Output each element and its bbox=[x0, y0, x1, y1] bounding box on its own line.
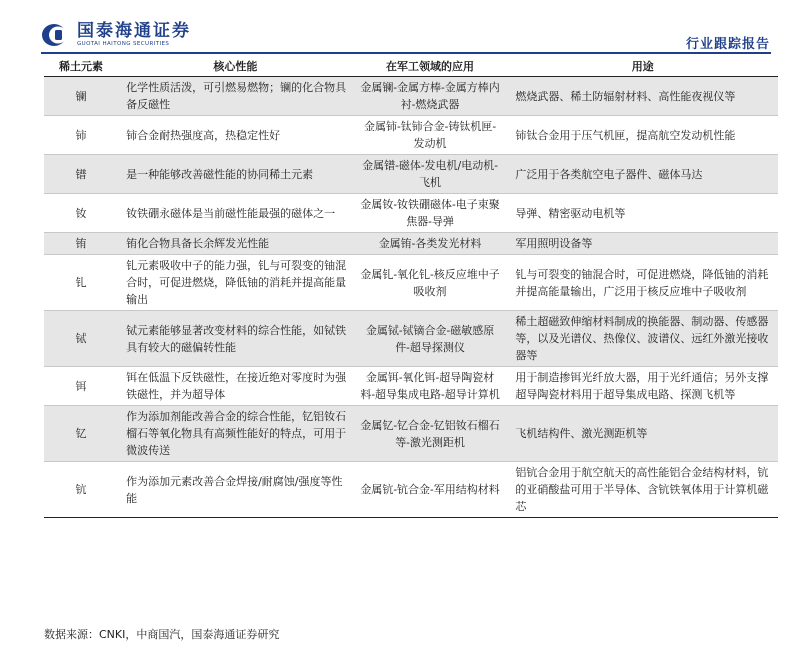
cell-performance: 铕化合物具备长余辉发光性能 bbox=[118, 233, 353, 255]
cell-application: 金属镨-磁体-发电机/电动机-飞机 bbox=[353, 155, 508, 194]
data-source-note: 数据来源：CNKI，中商国汽，国泰海通证券研究 bbox=[44, 628, 280, 641]
cell-performance: 作为添加剂能改善合金的综合性能，钇铝钕石榴石等氧化物具有高频性能好的特点，可用于微波传送 bbox=[118, 406, 353, 462]
cell-use: 铝钪合金用于航空航天的高性能铝合金结构材料，钪的亚硝酸盐可用于半导体、含钪铁氧体用于计算机磁芯 bbox=[507, 462, 778, 518]
cell-performance: 作为添加元素改善合金焊接/耐腐蚀/强度等性能 bbox=[118, 462, 353, 518]
table-row bbox=[44, 194, 778, 233]
cell-application: 金属钕-钕铁硼磁体-电子束聚焦器-导弹 bbox=[353, 194, 508, 233]
table-row bbox=[44, 255, 778, 311]
cell-performance: 铽元素能够显著改变材料的综合性能，如铽铁具有较大的磁偏转性能 bbox=[118, 311, 353, 367]
cell-performance: 钕铁硼永磁体是当前磁性能最强的磁体之一 bbox=[118, 194, 353, 233]
page-header bbox=[0, 0, 800, 56]
table-row bbox=[44, 406, 778, 462]
cell-performance: 是一种能够改善磁性能的协同稀土元素 bbox=[118, 155, 353, 194]
cell-use: 铈钛合金用于压气机匣，提高航空发动机性能 bbox=[507, 116, 778, 155]
table-row bbox=[44, 367, 778, 406]
cell-application: 金属钪-钪合金-军用结构材料 bbox=[353, 462, 508, 518]
cell-application: 金属铈-钛铈合金-铸钛机匣-发动机 bbox=[353, 116, 508, 155]
cell-performance: 钆元素吸收中子的能力强，钆与可裂变的铀混合时，可促进燃烧，降低铀的消耗并提高能量输出 bbox=[118, 255, 353, 311]
table-row bbox=[44, 311, 778, 367]
cell-application: 金属铕-各类发光材料 bbox=[353, 233, 508, 255]
cell-element: 铒 bbox=[44, 367, 118, 406]
column-header-performance: 核心性能 bbox=[118, 56, 353, 77]
cell-element: 钕 bbox=[44, 194, 118, 233]
cell-element: 铽 bbox=[44, 311, 118, 367]
cell-use: 用于制造掺铒光纤放大器，用于光纤通信；另外支撑超导陶瓷材料用于超导集成电路、探测飞机等 bbox=[507, 367, 778, 406]
column-header-application: 在军工领域的应用 bbox=[353, 56, 508, 77]
cell-application: 金属钆-氧化钆-核反应堆中子吸收剂 bbox=[353, 255, 508, 311]
column-header-element: 稀土元素 bbox=[44, 56, 118, 77]
cell-performance: 铒在低温下反铁磁性，在接近绝对零度时为强铁磁性，并为超导体 bbox=[118, 367, 353, 406]
logo-chinese-name: 国泰海通证券 bbox=[77, 21, 191, 41]
cell-element: 钪 bbox=[44, 462, 118, 518]
rare-earth-military-table bbox=[44, 56, 778, 518]
company-logo bbox=[41, 22, 191, 48]
cell-application: 金属镧-金属方棒-金属方棒内衬-燃烧武器 bbox=[353, 77, 508, 116]
cell-performance: 铈合金耐热强度高，热稳定性好 bbox=[118, 116, 353, 155]
table-row bbox=[44, 462, 778, 518]
cell-application: 金属铽-铽镝合金-磁敏感原件-超导探测仪 bbox=[353, 311, 508, 367]
cell-element: 铈 bbox=[44, 116, 118, 155]
cell-use: 燃烧武器、稀土防辐射材料、高性能夜视仪等 bbox=[507, 77, 778, 116]
cell-element: 铕 bbox=[44, 233, 118, 255]
cell-use: 飞机结构件、激光测距机等 bbox=[507, 406, 778, 462]
cell-use: 军用照明设备等 bbox=[507, 233, 778, 255]
table-row bbox=[44, 155, 778, 194]
logo-mark-icon bbox=[41, 22, 71, 48]
table-row bbox=[44, 116, 778, 155]
cell-application: 金属铒-氧化铒-超导陶瓷材料-超导集成电路-超导计算机 bbox=[353, 367, 508, 406]
cell-performance: 化学性质活泼，可引燃易燃物；镧的化合物具备反磁性 bbox=[118, 77, 353, 116]
cell-element: 镨 bbox=[44, 155, 118, 194]
cell-application: 金属钇-钇合金-钇铝钕石榴石等-激光测距机 bbox=[353, 406, 508, 462]
header-divider bbox=[41, 52, 771, 54]
table-row bbox=[44, 77, 778, 116]
cell-use: 广泛用于各类航空电子器件、磁体马达 bbox=[507, 155, 778, 194]
cell-use: 钆与可裂变的铀混合时，可促进燃烧，降低铀的消耗并提高能量输出，广泛用于核反应堆中子吸收剂 bbox=[507, 255, 778, 311]
column-header-use: 用途 bbox=[507, 56, 778, 77]
cell-element: 钆 bbox=[44, 255, 118, 311]
table-header-row bbox=[44, 56, 778, 77]
cell-use: 导弹、精密驱动电机等 bbox=[507, 194, 778, 233]
logo-english-name: GUOTAI HAITONG SECURITIES bbox=[77, 41, 170, 47]
cell-use: 稀土超磁致伸缩材料制成的换能器、制动器、传感器等，以及光谱仪、热像仪、波谱仪、远红外激光接收器等 bbox=[507, 311, 778, 367]
report-type-label: 行业跟踪报告 bbox=[685, 37, 770, 52]
table-row bbox=[44, 233, 778, 255]
cell-element: 钇 bbox=[44, 406, 118, 462]
cell-element: 镧 bbox=[44, 77, 118, 116]
